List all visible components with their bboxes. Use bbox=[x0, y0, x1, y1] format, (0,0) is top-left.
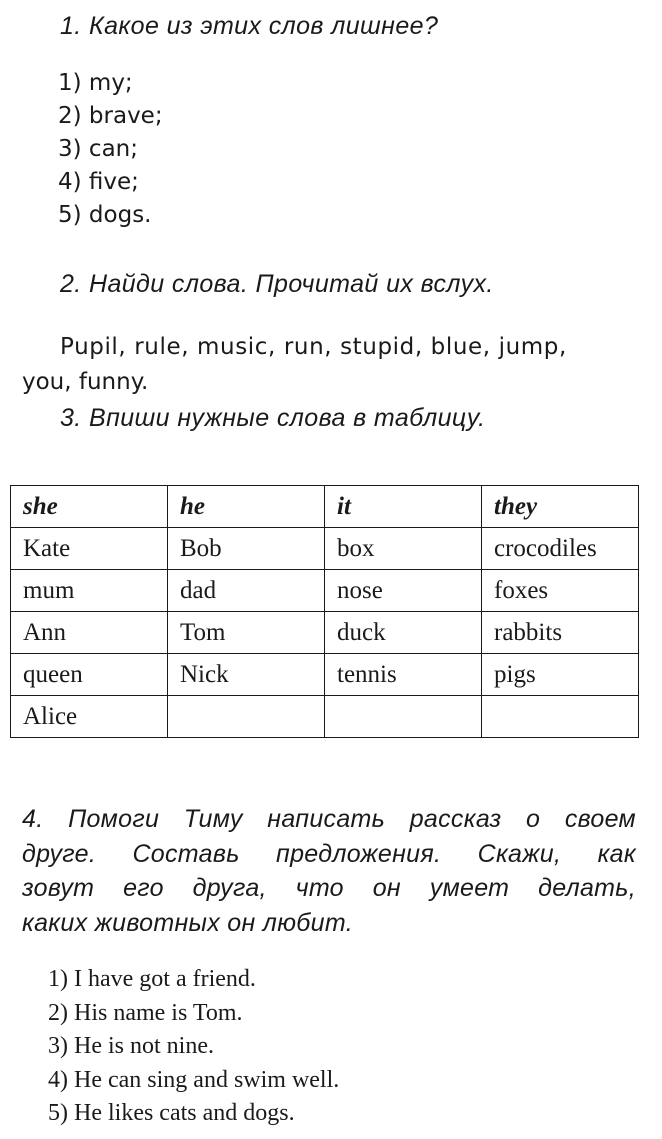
table-cell: Nick bbox=[168, 654, 325, 696]
table-cell: tennis bbox=[325, 654, 482, 696]
column-header-they: they bbox=[482, 486, 639, 528]
table-cell: crocodiles bbox=[482, 528, 639, 570]
column-header-it: it bbox=[325, 486, 482, 528]
task-4-title-line: друге. Составь предложения. Скажи, как bbox=[22, 839, 636, 868]
table-cell bbox=[482, 696, 639, 738]
table-cell: foxes bbox=[482, 570, 639, 612]
list-item: 3) He is not nine. bbox=[48, 1033, 214, 1059]
table-cell: mum bbox=[11, 570, 168, 612]
task-4-title-line: зовут его друга, что он умеет делать, bbox=[22, 874, 636, 902]
table-cell: Tom bbox=[168, 612, 325, 654]
table-cell: Kate bbox=[11, 528, 168, 570]
pronoun-table bbox=[10, 485, 639, 738]
table-cell: Ann bbox=[11, 612, 168, 654]
table-cell: Bob bbox=[168, 528, 325, 570]
table-cell: rabbits bbox=[482, 612, 639, 654]
table-cell: pigs bbox=[482, 654, 639, 696]
task-4-title-line: 4. Помоги Тиму написать рассказ о своем bbox=[22, 805, 636, 833]
column-header-she: she bbox=[11, 486, 168, 528]
task-2-words-line-1: Pupil, rule, music, run, stupid, blue, jump, bbox=[60, 334, 567, 360]
table-row bbox=[11, 570, 639, 612]
table-cell: queen bbox=[11, 654, 168, 696]
task-4-title-line: каких животных он любит. bbox=[22, 908, 353, 937]
table-cell bbox=[168, 696, 325, 738]
task-2-title: 2. Найди слова. Прочитай их вслух. bbox=[60, 270, 494, 298]
column-header-he: he bbox=[168, 486, 325, 528]
task-4-list bbox=[48, 963, 339, 1131]
table-row bbox=[11, 528, 639, 570]
task-1-list bbox=[58, 67, 163, 232]
table-cell: dad bbox=[168, 570, 325, 612]
task-3-title: 3. Впиши нужные слова в таблицу. bbox=[60, 404, 486, 432]
list-item: 3) can; bbox=[58, 136, 138, 162]
task-4-title bbox=[22, 802, 636, 940]
table-cell: duck bbox=[325, 612, 482, 654]
table-header-row bbox=[11, 486, 639, 528]
list-item: 2) His name is Tom. bbox=[48, 999, 243, 1026]
table-row bbox=[11, 696, 639, 738]
task-1-title: 1. Какое из этих слов лишнее? bbox=[60, 12, 439, 40]
list-item: 4) five; bbox=[58, 169, 139, 195]
list-item: 1) my; bbox=[58, 70, 133, 96]
list-item: 4) He can sing and swim well. bbox=[48, 1066, 340, 1093]
table-cell: nose bbox=[325, 570, 482, 612]
table-cell: box bbox=[325, 528, 482, 570]
task-2-words-line-2: you, funny. bbox=[22, 369, 149, 395]
table-cell bbox=[325, 696, 482, 738]
list-item: 2) brave; bbox=[58, 103, 163, 129]
table-row bbox=[11, 612, 639, 654]
list-item: 5) He likes cats and dogs. bbox=[48, 1100, 295, 1126]
table-cell: Alice bbox=[11, 696, 168, 738]
list-item: 1) I have got a friend. bbox=[48, 966, 256, 992]
list-item: 5) dogs. bbox=[58, 202, 152, 228]
table-row bbox=[11, 654, 639, 696]
